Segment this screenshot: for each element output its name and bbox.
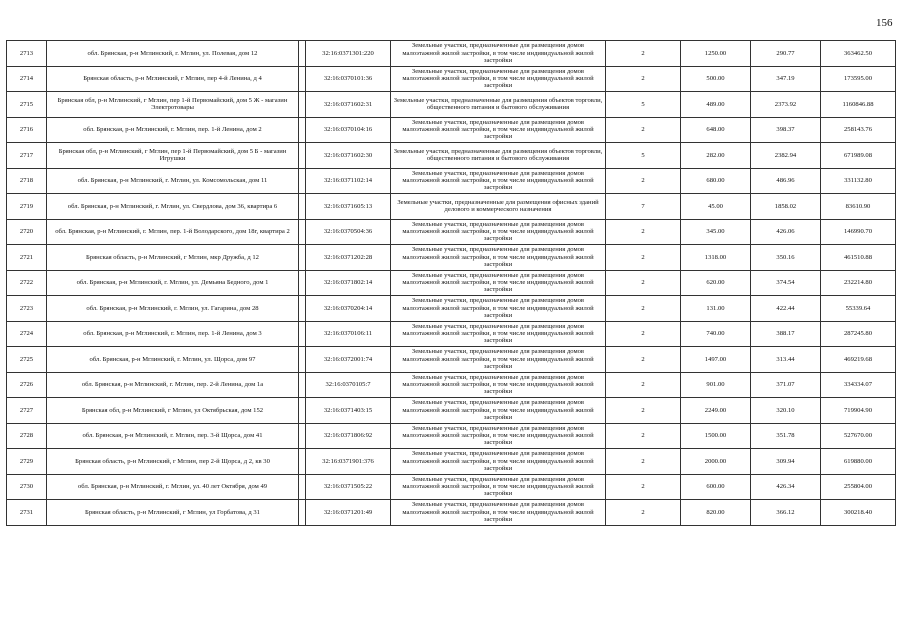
cell-land-use: Земельные участки, предназначенные для размещения объектов торговли, общественного питания и бытового обслуживания xyxy=(391,143,606,169)
cell-specific-value: 351.78 xyxy=(751,423,821,449)
cell-cadastral-value: 258143.76 xyxy=(821,117,896,143)
cell-spacer xyxy=(299,168,306,194)
cell-row-number: 2716 xyxy=(7,117,47,143)
cell-specific-value: 2373.92 xyxy=(751,92,821,118)
cell-cadastral-value: 300218.40 xyxy=(821,500,896,526)
cell-use-group: 2 xyxy=(606,474,681,500)
cell-row-number: 2726 xyxy=(7,372,47,398)
cell-specific-value: 2382.94 xyxy=(751,143,821,169)
cell-address: Брянская область, р-н Мглинский, г Мглин, пер 2-й Щорса, д 2, кв 30 xyxy=(47,449,299,475)
cell-address: Брянская область, р-н Мглинский, г Мглин, ул Горбатова, д 31 xyxy=(47,500,299,526)
cell-row-number: 2718 xyxy=(7,168,47,194)
cell-land-use: Земельные участки, предназначенные для размещения домов малоэтажной жилой застройки, в том числе индивидуальной жилой застройки xyxy=(391,245,606,271)
cell-specific-value: 347.19 xyxy=(751,66,821,92)
cell-specific-value: 350.16 xyxy=(751,245,821,271)
table-row xyxy=(7,66,896,92)
cell-cadastral-number: 32:16:0371806:92 xyxy=(306,423,391,449)
cell-cadastral-value: 527670.00 xyxy=(821,423,896,449)
cell-use-group: 2 xyxy=(606,398,681,424)
cell-row-number: 2727 xyxy=(7,398,47,424)
cell-use-group: 2 xyxy=(606,66,681,92)
cell-land-use: Земельные участки, предназначенные для размещения домов малоэтажной жилой застройки, в том числе индивидуальной жилой застройки xyxy=(391,347,606,373)
cell-specific-value: 1858.02 xyxy=(751,194,821,220)
cell-address: обл. Брянская, р-н Мглинский, г. Мглин, пер. 2-й Ленина, дом 1а xyxy=(47,372,299,398)
cell-spacer xyxy=(299,143,306,169)
cell-cadastral-number: 32:16:0371202:28 xyxy=(306,245,391,271)
cell-row-number: 2714 xyxy=(7,66,47,92)
cell-cadastral-number: 32:16:0370101:36 xyxy=(306,66,391,92)
cell-cadastral-number: 32:16:0370106:11 xyxy=(306,321,391,347)
cell-cadastral-value: 619880.00 xyxy=(821,449,896,475)
cell-use-group: 2 xyxy=(606,117,681,143)
cell-area: 1497.00 xyxy=(681,347,751,373)
cell-cadastral-value: 671989.08 xyxy=(821,143,896,169)
cell-row-number: 2719 xyxy=(7,194,47,220)
cell-address: обл. Брянская, р-н Мглинский, г. Мглин, пер. 1-й Ленина, дом 3 xyxy=(47,321,299,347)
cell-use-group: 2 xyxy=(606,41,681,67)
cell-row-number: 2715 xyxy=(7,92,47,118)
cell-cadastral-value: 334334.07 xyxy=(821,372,896,398)
cell-area: 489.00 xyxy=(681,92,751,118)
cell-address: Брянская обл, р-н Мглинский, г Мглин, ул Октябрьская, дом 152 xyxy=(47,398,299,424)
cell-area: 500.00 xyxy=(681,66,751,92)
cell-cadastral-value: 146990.70 xyxy=(821,219,896,245)
cell-use-group: 5 xyxy=(606,92,681,118)
cell-area: 45.00 xyxy=(681,194,751,220)
cell-spacer xyxy=(299,66,306,92)
cell-address: Брянская обл, р-н Мглинский, г Мглин, пер 1-й Первомайский, дом 5 Б - магазин Игрушки xyxy=(47,143,299,169)
table-row xyxy=(7,219,896,245)
cell-area: 680.00 xyxy=(681,168,751,194)
cell-row-number: 2729 xyxy=(7,449,47,475)
cell-use-group: 2 xyxy=(606,449,681,475)
cell-cadastral-value: 232214.80 xyxy=(821,270,896,296)
cell-area: 282.00 xyxy=(681,143,751,169)
cell-spacer xyxy=(299,347,306,373)
cell-area: 131.00 xyxy=(681,296,751,322)
cell-cadastral-number: 32:16:0370504:36 xyxy=(306,219,391,245)
cell-spacer xyxy=(299,41,306,67)
cell-area: 2000.00 xyxy=(681,449,751,475)
cell-row-number: 2725 xyxy=(7,347,47,373)
cell-cadastral-value: 719904.90 xyxy=(821,398,896,424)
cell-land-use: Земельные участки, предназначенные для размещения домов малоэтажной жилой застройки, в том числе индивидуальной жилой застройки xyxy=(391,168,606,194)
cell-land-use: Земельные участки, предназначенные для размещения домов малоэтажной жилой застройки, в том числе индивидуальной жилой застройки xyxy=(391,270,606,296)
cell-use-group: 7 xyxy=(606,194,681,220)
cell-address: Брянская область, р-н Мглинский, г Мглин, мкр Дружба, д 12 xyxy=(47,245,299,271)
cell-row-number: 2731 xyxy=(7,500,47,526)
table-row xyxy=(7,296,896,322)
cell-cadastral-value: 331132.80 xyxy=(821,168,896,194)
cell-address: обл. Брянская, р-н Мглинский, г. Мглин, ул. Полевая, дом 12 xyxy=(47,41,299,67)
cell-area: 820.00 xyxy=(681,500,751,526)
cell-spacer xyxy=(299,372,306,398)
cell-use-group: 2 xyxy=(606,296,681,322)
table-row xyxy=(7,245,896,271)
cell-land-use: Земельные участки, предназначенные для размещения домов малоэтажной жилой застройки, в том числе индивидуальной жилой застройки xyxy=(391,219,606,245)
cell-land-use: Земельные участки, предназначенные для размещения домов малоэтажной жилой застройки, в том числе индивидуальной жилой застройки xyxy=(391,474,606,500)
cell-cadastral-number: 32:16:0370105:7 xyxy=(306,372,391,398)
table-row xyxy=(7,423,896,449)
cell-cadastral-number: 32:16:0371301:220 xyxy=(306,41,391,67)
cell-specific-value: 309.94 xyxy=(751,449,821,475)
table-row xyxy=(7,347,896,373)
cell-use-group: 2 xyxy=(606,245,681,271)
cell-address: обл. Брянская, р-н Мглинский, г. Мглин, пер. 1-й Ленина, дом 2 xyxy=(47,117,299,143)
cell-specific-value: 290.77 xyxy=(751,41,821,67)
cell-spacer xyxy=(299,449,306,475)
cell-spacer xyxy=(299,500,306,526)
cell-cadastral-value: 469219.68 xyxy=(821,347,896,373)
cell-cadastral-number: 32:16:0371201:49 xyxy=(306,500,391,526)
cell-area: 1318.00 xyxy=(681,245,751,271)
cell-specific-value: 313.44 xyxy=(751,347,821,373)
cell-cadastral-number: 32:16:0370204:14 xyxy=(306,296,391,322)
cell-cadastral-value: 287245.80 xyxy=(821,321,896,347)
cell-cadastral-value: 461510.88 xyxy=(821,245,896,271)
cell-cadastral-value: 1160846.88 xyxy=(821,92,896,118)
cell-land-use: Земельные участки, предназначенные для размещения домов малоэтажной жилой застройки, в том числе индивидуальной жилой застройки xyxy=(391,321,606,347)
cell-land-use: Земельные участки, предназначенные для размещения домов малоэтажной жилой застройки, в том числе индивидуальной жилой застройки xyxy=(391,423,606,449)
cell-use-group: 2 xyxy=(606,168,681,194)
cell-address: обл. Брянская, р-н Мглинский, г. Мглин, ул. Демьяна Бедного, дом 1 xyxy=(47,270,299,296)
cell-area: 600.00 xyxy=(681,474,751,500)
cell-address: обл. Брянская, р-н Мглинский, г. Мглин, ул. 40 лет Октября, дом 49 xyxy=(47,474,299,500)
cell-cadastral-number: 32:16:0371102:14 xyxy=(306,168,391,194)
table-row xyxy=(7,41,896,67)
table-row xyxy=(7,270,896,296)
cell-spacer xyxy=(299,219,306,245)
cell-use-group: 5 xyxy=(606,143,681,169)
cell-specific-value: 388.17 xyxy=(751,321,821,347)
cell-land-use: Земельные участки, предназначенные для размещения домов малоэтажной жилой застройки, в том числе индивидуальной жилой застройки xyxy=(391,449,606,475)
table-row xyxy=(7,168,896,194)
cell-use-group: 2 xyxy=(606,321,681,347)
cell-land-use: Земельные участки, предназначенные для размещения домов малоэтажной жилой застройки, в том числе индивидуальной жилой застройки xyxy=(391,372,606,398)
cell-land-use: Земельные участки, предназначенные для размещения домов малоэтажной жилой застройки, в том числе индивидуальной жилой застройки xyxy=(391,66,606,92)
cell-cadastral-number: 32:16:0371802:14 xyxy=(306,270,391,296)
cell-spacer xyxy=(299,245,306,271)
cell-cadastral-value: 255804.00 xyxy=(821,474,896,500)
cell-land-use: Земельные участки, предназначенные для размещения домов малоэтажной жилой застройки, в том числе индивидуальной жилой застройки xyxy=(391,117,606,143)
table-row xyxy=(7,372,896,398)
cell-spacer xyxy=(299,398,306,424)
cell-cadastral-number: 32:16:0371602:31 xyxy=(306,92,391,118)
page-number: 156 xyxy=(876,17,893,29)
table-row xyxy=(7,92,896,118)
cell-use-group: 2 xyxy=(606,500,681,526)
cell-spacer xyxy=(299,117,306,143)
table-row xyxy=(7,194,896,220)
cell-spacer xyxy=(299,270,306,296)
cell-area: 648.00 xyxy=(681,117,751,143)
cell-cadastral-number: 32:16:0370104:16 xyxy=(306,117,391,143)
cell-cadastral-number: 32:16:0371605:13 xyxy=(306,194,391,220)
cell-spacer xyxy=(299,92,306,118)
cell-spacer xyxy=(299,296,306,322)
cell-row-number: 2728 xyxy=(7,423,47,449)
cell-specific-value: 320.10 xyxy=(751,398,821,424)
cell-land-use: Земельные участки, предназначенные для размещения офисных зданий делового и коммерческого назначения xyxy=(391,194,606,220)
table-row xyxy=(7,117,896,143)
cell-row-number: 2713 xyxy=(7,41,47,67)
cell-row-number: 2724 xyxy=(7,321,47,347)
cell-specific-value: 374.54 xyxy=(751,270,821,296)
cell-address: обл. Брянская, р-н Мглинский, г. Мглин, ул. Комсомольская, дом 11 xyxy=(47,168,299,194)
cell-row-number: 2717 xyxy=(7,143,47,169)
cell-cadastral-number: 32:16:0371602:30 xyxy=(306,143,391,169)
cell-specific-value: 422.44 xyxy=(751,296,821,322)
cell-use-group: 2 xyxy=(606,219,681,245)
cell-area: 740.00 xyxy=(681,321,751,347)
cell-area: 2249.00 xyxy=(681,398,751,424)
cell-area: 1250.00 xyxy=(681,41,751,67)
cell-spacer xyxy=(299,423,306,449)
cell-row-number: 2720 xyxy=(7,219,47,245)
cell-spacer xyxy=(299,474,306,500)
cell-spacer xyxy=(299,321,306,347)
cell-row-number: 2723 xyxy=(7,296,47,322)
table-row xyxy=(7,143,896,169)
cell-land-use: Земельные участки, предназначенные для размещения домов малоэтажной жилой застройки, в том числе индивидуальной жилой застройки xyxy=(391,296,606,322)
cell-address: обл. Брянская, р-н Мглинский, г. Мглин, пер. 3-й Щорса, дом 41 xyxy=(47,423,299,449)
table-body xyxy=(7,41,896,526)
table-row xyxy=(7,474,896,500)
cell-use-group: 2 xyxy=(606,347,681,373)
cell-cadastral-value: 83610.90 xyxy=(821,194,896,220)
cell-specific-value: 398.37 xyxy=(751,117,821,143)
cell-address: Брянская обл, р-н Мглинский, г Мглин, пер 1-й Первомайский, дом 5 Ж - магазин Электротовары xyxy=(47,92,299,118)
cell-specific-value: 426.34 xyxy=(751,474,821,500)
cell-specific-value: 486.96 xyxy=(751,168,821,194)
cell-cadastral-value: 363462.50 xyxy=(821,41,896,67)
cell-row-number: 2721 xyxy=(7,245,47,271)
cell-area: 345.00 xyxy=(681,219,751,245)
cell-use-group: 2 xyxy=(606,372,681,398)
cell-cadastral-number: 32:16:0371505:22 xyxy=(306,474,391,500)
cell-area: 1500.00 xyxy=(681,423,751,449)
table-row xyxy=(7,321,896,347)
cell-row-number: 2730 xyxy=(7,474,47,500)
cell-specific-value: 366.12 xyxy=(751,500,821,526)
cell-address: обл. Брянская, р-н Мглинский, г. Мглин, ул. Гагарина, дом 28 xyxy=(47,296,299,322)
cell-row-number: 2722 xyxy=(7,270,47,296)
cell-area: 901.00 xyxy=(681,372,751,398)
cell-area: 620.00 xyxy=(681,270,751,296)
cell-address: обл. Брянская, р-н Мглинский, г. Мглин, ул. Свердлова, дом 36, квартира 6 xyxy=(47,194,299,220)
cell-land-use: Земельные участки, предназначенные для размещения домов малоэтажной жилой застройки, в том числе индивидуальной жилой застройки xyxy=(391,500,606,526)
table-row xyxy=(7,449,896,475)
cell-address: обл. Брянская, р-н Мглинский, г. Мглин, ул. Щорса, дом 97 xyxy=(47,347,299,373)
cell-cadastral-number: 32:16:0371403:15 xyxy=(306,398,391,424)
cell-cadastral-value: 173595.00 xyxy=(821,66,896,92)
table-row xyxy=(7,398,896,424)
cell-use-group: 2 xyxy=(606,270,681,296)
cell-land-use: Земельные участки, предназначенные для размещения домов малоэтажной жилой застройки, в том числе индивидуальной жилой застройки xyxy=(391,398,606,424)
cell-specific-value: 371.07 xyxy=(751,372,821,398)
cell-cadastral-number: 32:16:0371901:376 xyxy=(306,449,391,475)
cell-use-group: 2 xyxy=(606,423,681,449)
table-row xyxy=(7,500,896,526)
cell-address: Брянская область, р-н Мглинский, г Мглин, пер 4-й Ленина, д 4 xyxy=(47,66,299,92)
cell-address: обл. Брянская, р-н Мглинский, г. Мглин, пер. 1-й Володарского, дом 18г, квартира 2 xyxy=(47,219,299,245)
cell-spacer xyxy=(299,194,306,220)
cell-cadastral-number: 32:16:0372001:74 xyxy=(306,347,391,373)
cell-land-use: Земельные участки, предназначенные для размещения домов малоэтажной жилой застройки, в том числе индивидуальной жилой застройки xyxy=(391,41,606,67)
cadastral-value-table xyxy=(6,40,896,526)
cell-specific-value: 426.06 xyxy=(751,219,821,245)
cell-cadastral-value: 55339.64 xyxy=(821,296,896,322)
cell-land-use: Земельные участки, предназначенные для размещения объектов торговли, общественного питания и бытового обслуживания xyxy=(391,92,606,118)
